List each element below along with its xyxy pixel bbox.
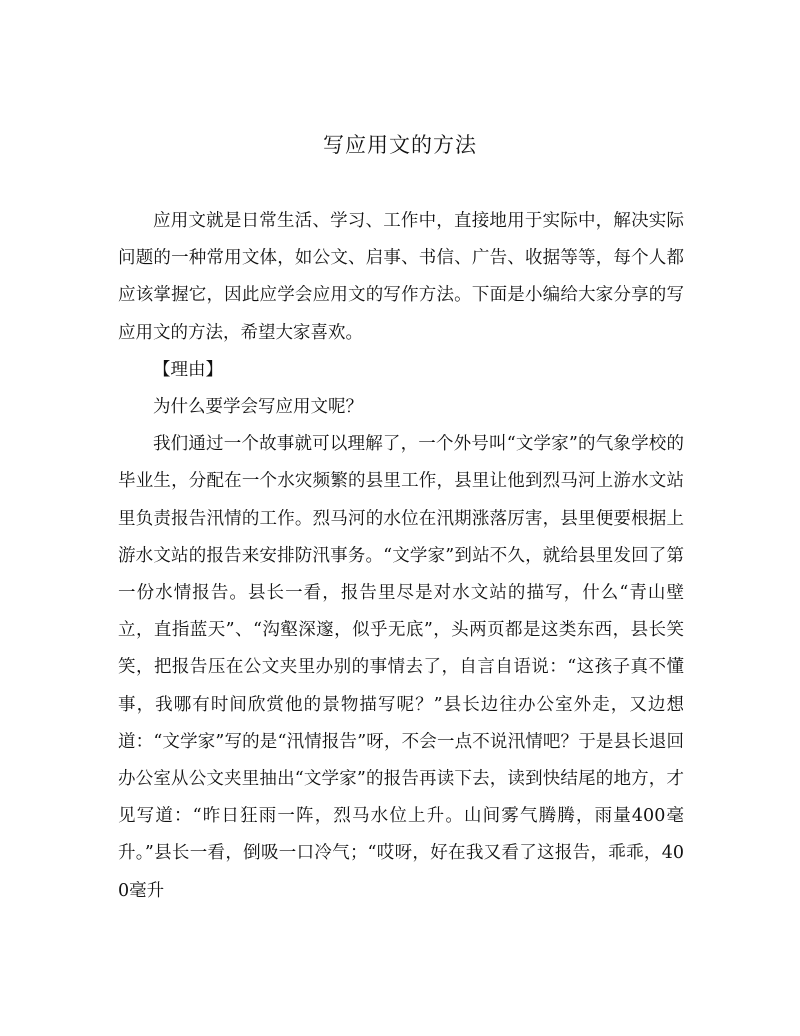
section-heading: 【理由】	[153, 359, 223, 380]
intro-paragraph: 应用文就是日常生活、学习、工作中，直接地用于实际中，解决实际问题的一种常用文体，如公文、启事、书信、广告、收据等等，每个人都应该掌握它，因此应学会应用文的写作方法。下面是小编给大家分享的写应用文的方法，希望大家喜欢。	[118, 211, 684, 343]
page-title: 写应用文的方法	[323, 133, 477, 157]
story-paragraph: 我们通过一个故事就可以理解了，一个外号叫“文学家”的气象学校的毕业生，分配在一个水灾频繁的县里工作，县里让他到烈马河上游水文站里负责报告汛情的工作。烈马河的水位在汛期涨落厉害，县里便要根据上游水文站的报告来安排防汛事务。“文学家”到站不久，就给县里发回了第一份水情报告。县长一看，报告里尽是对水文站的描写，什么“青山壁立，直指蓝天”、“沟壑深邃，似乎无底”，头两页都是这类东西，县长笑笑，把报告压在公文夹里办别的事情去了，自言自语说：“这孩子真不懂事，我哪有时间欣赏他的景物描写呢？”县长边往办公室外走，又边想道：“文学家”写的是“汛情报告”呀，不会一点不说汛情吧？于是县长退回办公室从公文夹里抽出“文学家”的报告再读下去，读到快结尾的地方，才见写道：“昨日狂雨一阵，烈马水位上升。山间雾气腾腾，雨量400毫升。”县长一看，倒吸一口冷气；“哎呀，好在我又看了这报告，乖乖，400毫升	[118, 434, 684, 901]
question-paragraph: 为什么要学会写应用文呢？	[153, 397, 363, 418]
document-body	[118, 203, 684, 910]
